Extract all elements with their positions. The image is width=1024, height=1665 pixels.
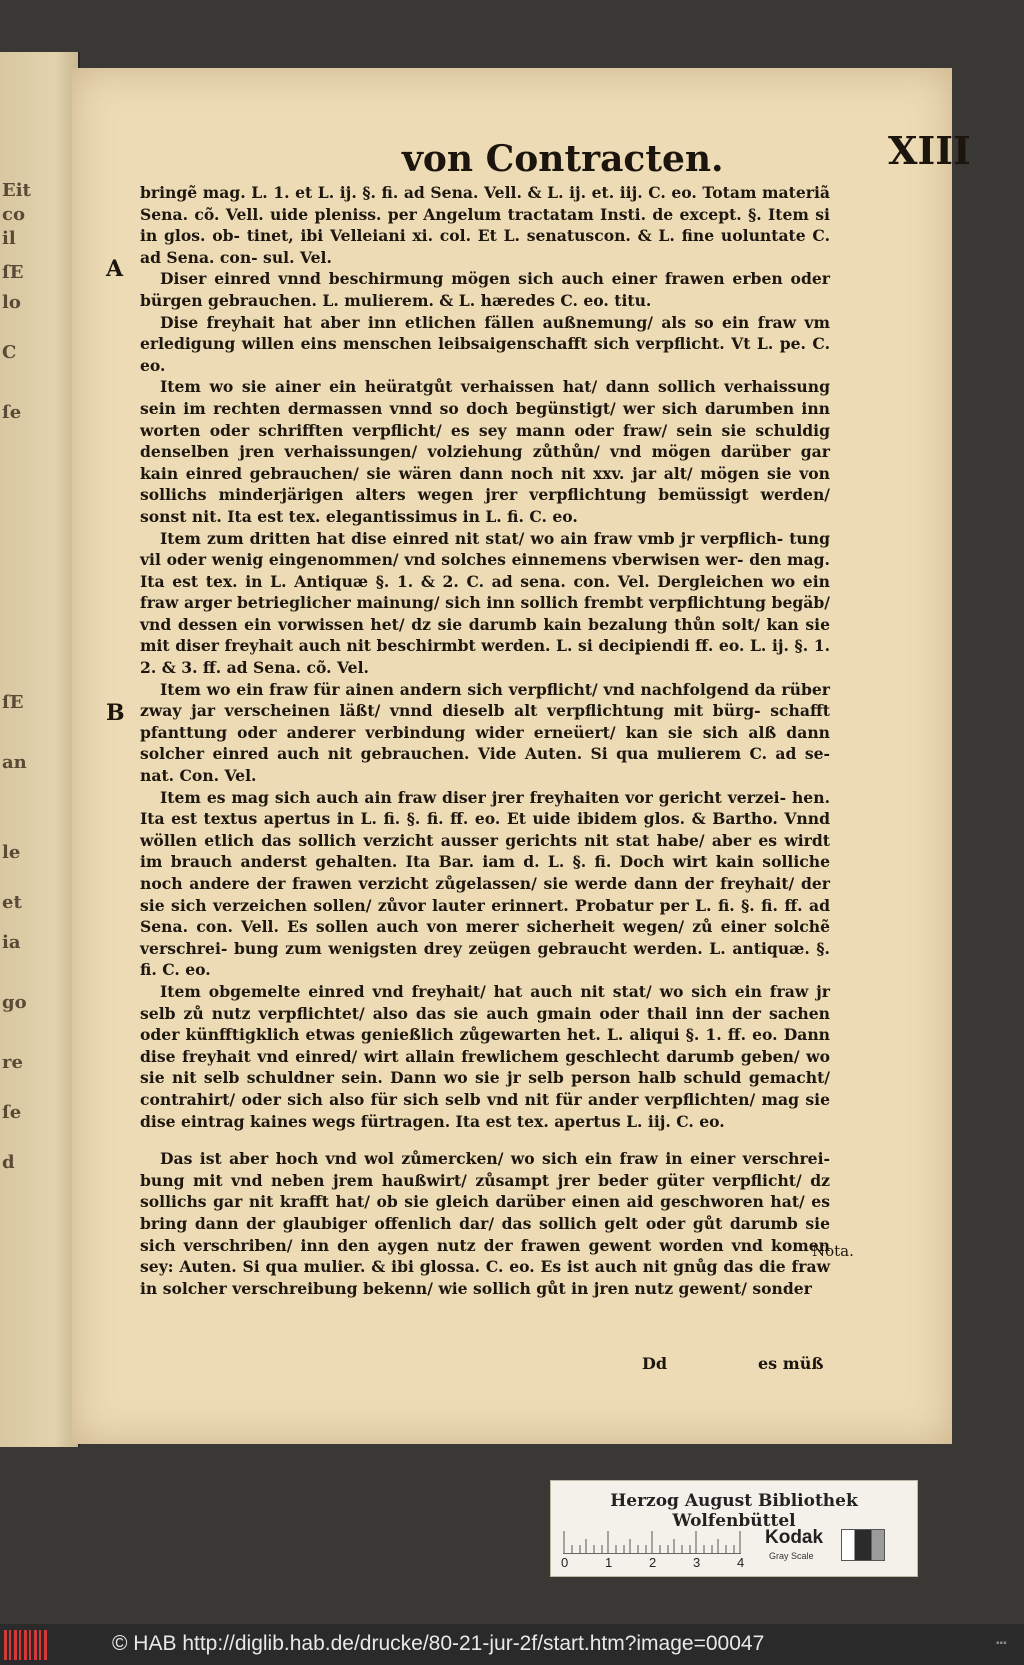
ruler-number: 3 (693, 1555, 701, 1570)
paragraph: bringẽ mag. L. 1. et L. ij. §. fi. ad Sena. Vell. & L. ij. et. iij. C. eo. Totam materiã Sena. cõ. Vell. uide pleniss. per Angelum tractatam Insti. de except. §. Item si in glos. ob‑ tinet, ibi Velleiani xi. col. Et L. senatuscon. & L. fine uoluntate C. ad Sena. con‑ sul. Vel. (140, 183, 830, 267)
footer-dots-icon: ▪▪▪ (996, 1638, 1007, 1649)
prev-page-fragment: lo (2, 292, 21, 313)
prev-page-fragment: co (2, 204, 25, 225)
gray-scale-swatch (841, 1529, 885, 1561)
prev-page-fragment: il (2, 228, 16, 249)
prev-page-fragment: le (2, 842, 21, 863)
ruler-number: 0 (561, 1555, 569, 1570)
marginal-note: Nota. (812, 1242, 854, 1260)
kodak-logo: Kodak (765, 1527, 824, 1548)
prev-page-fragment: d (2, 1152, 15, 1173)
prev-page-fragment: et (2, 892, 22, 913)
hab-logo-icon (4, 1630, 48, 1660)
prev-page-fragment: ſE (2, 692, 24, 713)
body-text (140, 182, 830, 1299)
prev-page-fragment: C (2, 342, 17, 363)
prev-page-fragment: ia (2, 932, 21, 953)
ruler-ticks (563, 1523, 741, 1553)
running-head: von Contracten. (402, 138, 724, 180)
ruler-numbers (561, 1555, 761, 1571)
marginal-letter-a: A (106, 256, 124, 282)
scanned-page (72, 68, 971, 1444)
prev-page-fragment: ſe (2, 1102, 22, 1123)
paragraph: Item zum dritten hat dise einred nit stat/ wo ain fraw vmb jr verpflich‑ tung vil oder wenig eingenommen/ vnd solches einnemens vberwisen wer‑ den mag. Ita est tex. in L. Antiquæ §. 1. & 2. C. ad sena. con. Vel. Dergleichen wo ein fraw arger betrieglicher mainung/ sich inn sollich frembt verpflichtung begäb/ vnd dessen ein vorwissen het/ dz sie darumb kain bezalung thůn solt/ kan sie mit diser freyhait auch nit beschirmbt werden. L. si decipiendi ff. eo. L. ij. §. 1. 2. & 3. ff. ad Sena. cõ. Vel. (140, 528, 830, 678)
ruler-number: 2 (649, 1555, 657, 1570)
prev-page-fragment: ſe (2, 402, 22, 423)
paragraph: Diser einred vnnd beschirmung mögen sich auch einer frawen erben oder bürgen gebrauchen. L. mulierem. & L. hæredes C. eo. titu. (140, 269, 830, 310)
ruler-number: 1 (605, 1555, 613, 1570)
prev-page-fragment: re (2, 1052, 23, 1073)
paragraph: Das ist aber hoch vnd wol zůmercken/ wo sich ein fraw in einer verschrei‑ bung mit vnd neben jrem haußwirt/ zůsampt jrer beder güter verpflicht/ dz sollichs gar nit krafft hat/ ob sie gleich darüber einen aid geschworen hat/ es bring dann der glaubiger offenlich dar/ das sollich gelt oder gůt darumb sie sich verschriben/ inn den aygen nutz der frawen gewent worden vnd komen sey: Auten. Si qua mulier. & ibi glossa. C. eo. Es ist auch nit gnůg das die fraw in solcher verschreibung bekenn/ wie sollich gůt in jren nutz gewent/ sonder (140, 1149, 830, 1298)
paragraph: Item wo sie ainer ein heüratgůt verhaissen hat/ dann sollich verhaissung sein im rechten dermassen vnnd so doch begünstigt/ wer sich darumben inn worten oder schrifften verpflicht/ es sey mann oder fraw/ sein sie schuldig denselben jren verhaissungen/ volziehung zůthůn/ vnd mögen darüber gar kain einred gebrauchen/ sie wären dann noch nit xxv. jar alt/ mögen sie von sollichs minderjärigen alters wegen jrer verpflichtung bemüssigt werden/ sonst nit. Ita est tex. elegantissimus in L. fi. C. eo. (140, 377, 830, 526)
prev-page-fragment: ſE (2, 262, 24, 283)
prev-page-fragment: an (2, 752, 27, 773)
signature-mark: Dd (642, 1354, 668, 1373)
previous-page-edge (0, 52, 80, 1447)
marginal-letter-b: B (106, 700, 125, 726)
gray-scale-label: Gray Scale (769, 1551, 814, 1561)
library-name: Herzog August Bibliothek Wolfenbüttel (610, 1491, 858, 1531)
ruler-number: 4 (737, 1555, 745, 1570)
prev-page-fragment: go (2, 992, 27, 1013)
paragraph: Item wo ein fraw für ainen andern sich verpflicht/ vnd nachfolgend da rüber zway jar verscheinen läßt/ vnnd dieselb alt verpflichtung mit bürg‑ schafft pfanttung oder anderer verbindung wider erneüert/ kan sie sich alß dann solcher einred auch nit gebrauchen. Vide Auten. Si qua mulierem C. ad se‑ nat. Con. Vel. (140, 679, 830, 786)
folio-number: XIII (888, 128, 971, 173)
library-color-card (550, 1480, 918, 1577)
paragraph: Item obgemelte einred vnd freyhait/ hat auch nit stat/ wo sich ein fraw jr selb zů nutz verpflichtet/ also das sie auch gmain oder thail inn der sachen oder künfftigklich etwas genießlich zůgewarten het. L. aliqui §. 1. ff. eo. Dann dise freyhait vnd einred/ wirt allain frewlichem geschlecht darumb geben/ wo sie nit selb schuldner sein. Dann wo sie jr selb person halb schuld gemacht/ contrahirt/ oder sich also für sich selb vnd nit für ander verpflichten/ mag sie dise eintrag kaines wegs fürtragen. Ita est tex. apertus L. iij. C. eo. (140, 981, 830, 1131)
paragraph: Dise freyhait hat aber inn etlichen fällen außnemung/ als so ein fraw vm erledigung willen eins menschen leibsaigenschafft sich verpflicht. Vt L. pe. C. eo. (140, 312, 830, 375)
footer-bar (0, 1624, 1024, 1665)
catchword: es müß (758, 1354, 824, 1373)
paragraph: Item es mag sich auch ain fraw diser jrer freyhaiten vor gericht verzei‑ hen. Ita est textus apertus in L. fi. §. fi. ff. eo. Et uide ibidem glos. & Bartho. Vnnd wöllen etlich das sollich verzicht ausser gerichts nit stat habe/ aber es wirdt im brauch anderst gehalten. Ita Bar. iam d. L. §. fi. Doch wirt kain solliche noch andere der frawen verzicht zůgelassen/ sie werde dann der freyhait/ der sie sich verzeichen sollen/ zůvor lauter erinnert. Probatur per L. fi. §. fi. ff. ad Sena. con. Vell. Es sollen auch von merer sicherheit wegen/ zů einer solchẽ verschrei‑ bung zum wenigsten drey zeügen gebraucht werden. L. antiquæ. §. fi. C. eo. (140, 787, 830, 980)
footer-link[interactable]: © HAB http://diglib.hab.de/drucke/80-21-jur-2f/start.htm?image=00047 (112, 1632, 765, 1655)
ruler-scale (563, 1523, 741, 1554)
prev-page-fragment: Eit (2, 180, 31, 201)
